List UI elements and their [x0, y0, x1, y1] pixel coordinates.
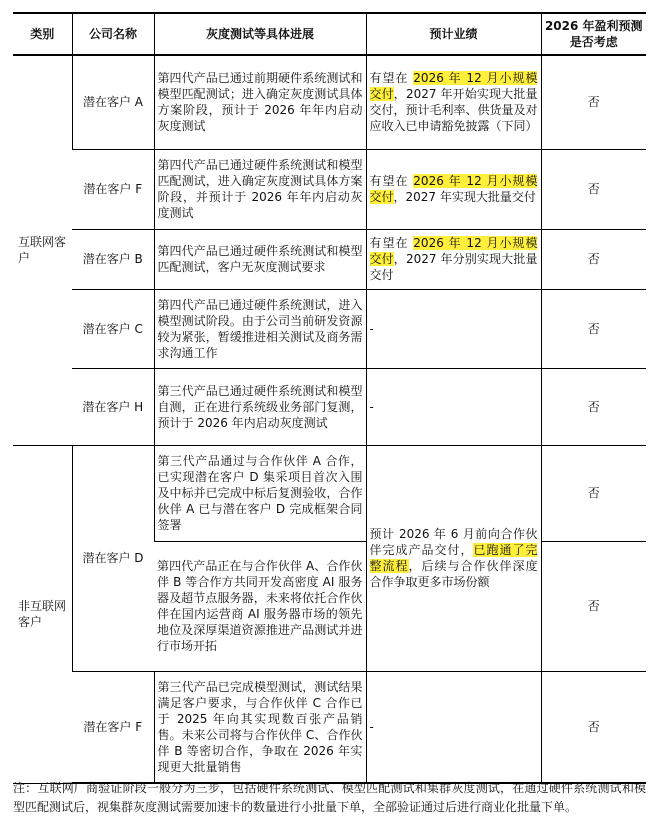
performance-text: 预计 2026 年 6 月前向合作伙伴完成产品交付，	[369, 527, 538, 557]
performance-cell	[366, 445, 541, 671]
table-row	[13, 229, 646, 289]
progress-table-wrapper	[13, 12, 646, 784]
forecast-flag: 否	[541, 541, 646, 671]
progress-cell: 第四代产品已通过硬件系统测试和模型匹配测试，客户无灰度测试要求	[154, 229, 366, 289]
performance-cell	[366, 229, 541, 289]
company-name: 潜在客户 A	[72, 55, 154, 149]
table-row	[13, 289, 646, 368]
table-row	[13, 55, 646, 149]
category-internet: 互联网客户	[13, 55, 72, 445]
performance-text: 有望在	[369, 174, 409, 188]
table-row	[13, 445, 646, 541]
performance-text: ，后续与合作伙伴深度合作争取更多市场份额	[369, 559, 538, 589]
performance-highlight: 2026 年 12 月小规模交付	[369, 236, 538, 266]
performance-cell: -	[366, 368, 541, 445]
performance-text: ，2027 年实现大批量交付	[393, 190, 536, 204]
forecast-flag: 否	[541, 445, 646, 541]
performance-text: 有望在	[369, 71, 409, 86]
forecast-flag: 否	[541, 368, 646, 445]
performance-text: ，2027 年开始实现大批量交付，预计毛利率、供货量及对应收入已申请豁免披露（下同）	[369, 87, 538, 134]
progress-cell: 第三代产品通过与合作伙伴 A 合作，已实现潜在客户 D 集采项目首次入围及中标并已完成中标后复测验收，合作伙伴 A 已与潜在客户 D 完成框架合同签署	[154, 445, 366, 541]
progress-cell: 第四代产品已通过硬件系统测试和模型匹配测试，进入确定灰度测试具体方案阶段，并预计于 2026 年年内启动灰度测试	[154, 149, 366, 229]
progress-cell: 第三代产品已完成模型测试，测试结果满足客户要求，与合作伙伴 C 合作已于 2025 年向其实现数百张产品销售。未来公司将与合作伙伴 C、合作伙伴 B 等密切合作，争取在 2026 年实现更大批量销售	[154, 671, 366, 783]
header-category: 类别	[13, 13, 72, 55]
table-footnote: 注：互联网厂商验证阶段一般分为三步，包括硬件系统测试、模型匹配测试和集群灰度测试，在通过硬件系统测试和模型匹配测试后，视集群灰度测试需要加速卡的数量进行小批量下单，全部验证通过后进行商业化批量下单。	[13, 781, 646, 814]
category-non-internet: 非互联网客户	[13, 445, 72, 783]
performance-cell	[366, 55, 541, 149]
table-row	[13, 368, 646, 445]
forecast-flag: 否	[541, 671, 646, 783]
header-company: 公司名称	[72, 13, 154, 55]
progress-cell: 第四代产品已通过硬件系统测试，进入模型测试阶段。由于公司当前研发资源较为紧张，暂缓推进相关测试及商务需求沟通工作	[154, 289, 366, 368]
customer-progress-table	[13, 12, 646, 784]
table-header-row	[13, 13, 646, 55]
header-forecast: 2026 年盈利预测是否考虑	[541, 13, 646, 55]
company-name: 潜在客户 F	[72, 671, 154, 783]
header-progress: 灰度测试等具体进展	[154, 13, 366, 55]
table-row	[13, 149, 646, 229]
progress-cell: 第四代产品已通过前期硬件系统测试和模型匹配测试；进入确定灰度测试具体方案阶段，预计于 2026 年年内启动灰度测试	[154, 55, 366, 149]
performance-text: ，2027 年分别实现大批量交付	[369, 252, 538, 282]
progress-cell: 第三代产品已通过硬件系统测试和模型自测，正在进行系统级业务部门复测，预计于 2026 年内启动灰度测试	[154, 368, 366, 445]
company-name: 潜在客户 C	[72, 289, 154, 368]
performance-cell: -	[366, 671, 541, 783]
performance-cell: -	[366, 289, 541, 368]
progress-cell: 第四代产品正在与合作伙伴 A、合作伙伴 B 等合作方共同开发高密度 AI 服务器及超节点服务器，未来将依托合作伙伴在国内运营商 AI 服务器市场的领先地位及深厚渠道资源推进产品测试并进行市场开拓	[154, 541, 366, 671]
performance-text: 有望在	[369, 236, 409, 250]
company-name: 潜在客户 D	[72, 445, 154, 671]
forecast-flag: 否	[541, 229, 646, 289]
company-name: 潜在客户 F	[72, 149, 154, 229]
header-performance: 预计业绩	[366, 13, 541, 55]
company-name: 潜在客户 B	[72, 229, 154, 289]
performance-highlight: 已跑通了完整流程	[369, 543, 538, 573]
table-row	[13, 671, 646, 783]
performance-highlight: 2026 年 12 月小规模交付	[369, 174, 538, 204]
forecast-flag: 否	[541, 289, 646, 368]
forecast-flag: 否	[541, 55, 646, 149]
company-name: 潜在客户 H	[72, 368, 154, 445]
performance-highlight: 2026 年 12 月小规模交付	[369, 71, 538, 102]
performance-cell	[366, 149, 541, 229]
forecast-flag: 否	[541, 149, 646, 229]
